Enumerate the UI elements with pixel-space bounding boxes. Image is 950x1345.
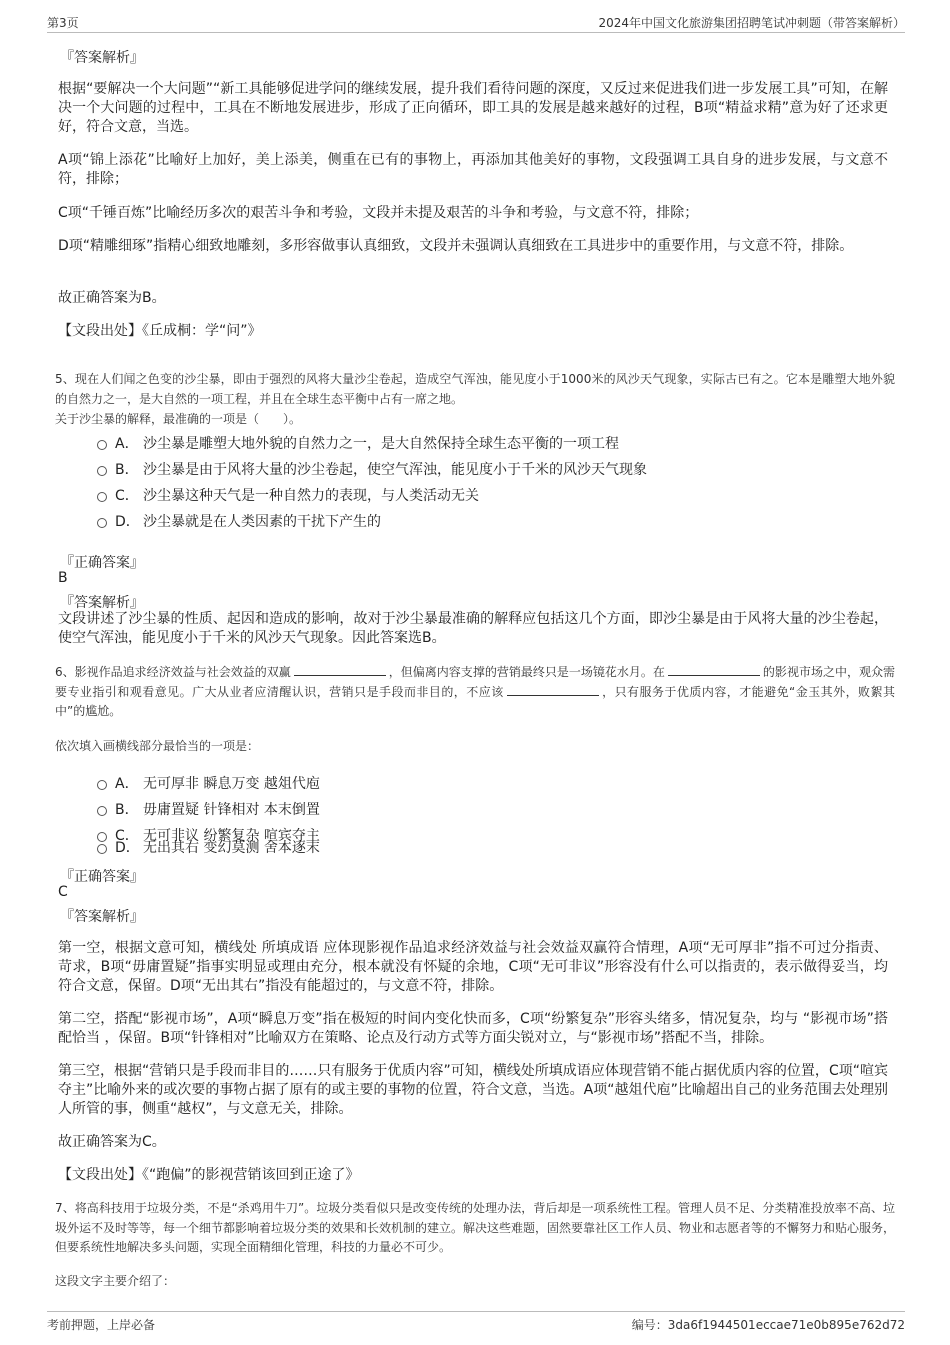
option-text: 无出其右 变幻莫测 舍本逐末 [143,840,320,856]
q5-option-d[interactable] [97,511,381,531]
q5-answer: B [58,570,68,586]
fill-blank-2 [668,663,760,676]
q6-stem-part: 的影视市场之中，观众需要专业指引和观看意见。广大从业者应清醒认识，营销只是手段而非目的，不应该 [55,665,895,699]
radio-icon[interactable] [97,492,107,502]
q4-analysis-label: 『答案解析』 [60,50,144,66]
option-text: 沙尘暴是由于风将大量的沙尘卷起，使空气浑浊，能见度小于千米的风沙天气现象 [143,462,647,478]
q5-analysis-label: 『答案解析』 [60,595,144,611]
page-header [47,14,905,33]
q6-analysis-p1: 第一空，根据文意可知，横线处 所填成语 应体现影视作品追求经济效益与社会效益双赢符合情理，A项“无可厚非”指不可过分指责、苛求，B项“毋庸置疑”指事实明显或理由充分，根本就没有怀疑的余地，C项“无可非议”形容没有什么可以指责的，表示做得妥当，均符合文意，保留。D项“无出其右”指没有能超过的，与文意不符，排除。 [58,940,888,994]
footer-slogan: 考前押题，上岸必备 [47,1318,156,1332]
footer-code-value: 3da6f1944501eccae71e0b895e762d72 [667,1318,905,1332]
radio-icon[interactable] [97,806,107,816]
option-text: 无可非议 纷繁复杂 喧宾夺主 [143,828,320,844]
option-key: C． [115,488,139,504]
option-key: B． [115,802,139,818]
option-text: 沙尘暴这种天气是一种自然力的表现，与人类活动无关 [143,488,479,504]
q7-ask: 这段文字主要介绍了： [55,1274,176,1288]
q6-stem-part: ，只有服务于优质内容，才能避免“金玉其外，败絮其中”的尴尬。 [55,684,895,718]
q6-analysis-p3: 第三空，根据“营销只是手段而非目的……只有服务于优质内容”可知，横线处所填成语应体现营销不能占据优质内容的位置，C项“喧宾夺主”比喻外来的或次要的事物占据了原有的或主要的事物的位置，符合文意，当选。A项“越俎代庖”比喻超出自己的业务范围去处理别人所管的事，侧重“越权”，与文意无关，排除。 [58,1063,888,1117]
option-text: 沙尘暴就是在人类因素的干扰下产生的 [143,514,381,530]
fill-blank-3 [507,683,599,696]
option-text: 沙尘暴是雕塑大地外貌的自然力之一，是大自然保持全球生态平衡的一项工程 [143,436,619,452]
q6-option-b[interactable] [97,799,320,819]
radio-icon[interactable] [97,466,107,476]
q5-ask: 关于沙尘暴的解释，最准确的一项是（ ）。 [55,412,302,426]
radio-icon[interactable] [97,518,107,528]
radio-icon[interactable] [97,440,107,450]
q6-option-a[interactable] [97,773,320,793]
q4-analysis-p4: D项“精雕细琢”指精心细致地雕刻，多形容做事认真细致，文段并未强调认真细致在工具进步中的重要作用，与文意不符，排除。 [58,238,854,254]
radio-icon[interactable] [97,780,107,790]
q5-option-a[interactable] [97,433,619,453]
q7-stem: 7、将高科技用于垃圾分类，不是“杀鸡用牛刀”。垃圾分类看似只是改变传统的处理办法，背后却是一项系统性工程。管理人员不足、分类精准投放率不高、垃圾外运不及时等等，每一个细节都影响着垃圾分类的效果和长效机制的建立。解决这些难题，固然要靠社区工作人员、物业和志愿者等的不懈努力和贴心服务，但要系统性地解决多头问题，实现全面精细化管理，科技的力量必不可少。 [55,1201,896,1254]
q5-option-c[interactable] [97,485,479,505]
q5-analysis: 文段讲述了沙尘暴的性质、起因和造成的影响，故对于沙尘暴最准确的解释应包括这几个方面，即沙尘暴是由于风将大量的沙尘卷起，使空气浑浊，能见度小于千米的风沙天气现象。因此答案选B。 [58,611,888,646]
option-key: A． [115,776,139,792]
option-key: D． [115,514,140,530]
q5-option-b[interactable] [97,459,647,479]
q6-stem-part: 6、影视作品追求经济效益与社会效益的双赢 [55,665,291,679]
radio-icon[interactable] [97,844,107,854]
q6-ask: 依次填入画横线部分最恰当的一项是： [55,739,260,753]
q6-analysis-p2: 第二空，搭配“影视市场”，A项“瞬息万变”指在极短的时间内变化快而多，C项“纷繁复杂”形容头绪多，情况复杂，均与 “影视市场”搭配恰当 ，保留。B项“针锋相对”比喻双方在策略、论点及行动方式等方面尖锐对立，与“影视市场”搭配不当，排除。 [58,1011,888,1046]
q4-analysis-p3: C项“千锤百炼”比喻经历多次的艰苦斗争和考验，文段并未提及艰苦的斗争和考验，与文意不符，排除； [58,205,699,221]
q6-option-d[interactable] [97,837,320,857]
option-text: 毋庸置疑 针锋相对 本末倒置 [143,802,320,818]
q6-conclusion: 故正确答案为C。 [58,1134,166,1150]
q6-source: 【文段出处】《“跑偏”的影视营销该回到正途了》 [58,1167,360,1183]
q6-stem [55,663,895,722]
footer-code [632,1316,905,1333]
q4-analysis-p2: A项“锦上添花”比喻好上加好，美上添美，侧重在已有的事物上，再添加其他美好的事物，文段强调工具自身的进步发展，与文意不符，排除； [58,152,888,187]
q5-stem: 5、现在人们闻之色变的沙尘暴，即由于强烈的风将大量沙尘卷起，造成空气浑浊，能见度小于1000米的风沙天气现象，实际古已有之。它本是雕塑大地外貌的自然力之一，是大自然的一项工程，并且在全球生态平衡中占有一席之地。 [55,372,895,406]
document-title: 2024年中国文化旅游集团招聘笔试冲刺题（带答案解析） [598,16,905,30]
option-key: C． [115,828,139,844]
q5-answer-label: 『正确答案』 [60,555,144,571]
q6-stem-part: ，但偏离内容支撑的营销最终只是一场镜花水月。在 [388,665,665,679]
q4-source: 【文段出处】《丘成桐：学“问”》 [58,323,262,339]
q6-answer-label: 『正确答案』 [60,869,144,885]
q6-analysis-label: 『答案解析』 [60,909,144,925]
option-text: 无可厚非 瞬息万变 越俎代庖 [143,776,320,792]
q4-conclusion: 故正确答案为B。 [58,290,166,306]
q6-answer: C [58,884,68,900]
footer-code-label: 编号： [631,1318,668,1332]
option-key: B． [115,462,139,478]
fill-blank-1 [294,663,386,676]
page-number: 第3页 [47,16,79,30]
option-key: A． [115,436,139,452]
page-footer [47,1311,905,1332]
q4-analysis-p1: 根据“要解决一个大问题”“新工具能够促进学问的继续发展，提升我们看待问题的深度，又反过来促进我们进一步发展工具”可知，在解决一个大问题的过程中，工具在不断地发展进步，形成了正向循环，即工具的发展是越来越好的过程，B项“精益求精”意为好了还求更好，符合文意，当选。 [58,81,888,135]
option-key: D． [115,840,140,856]
